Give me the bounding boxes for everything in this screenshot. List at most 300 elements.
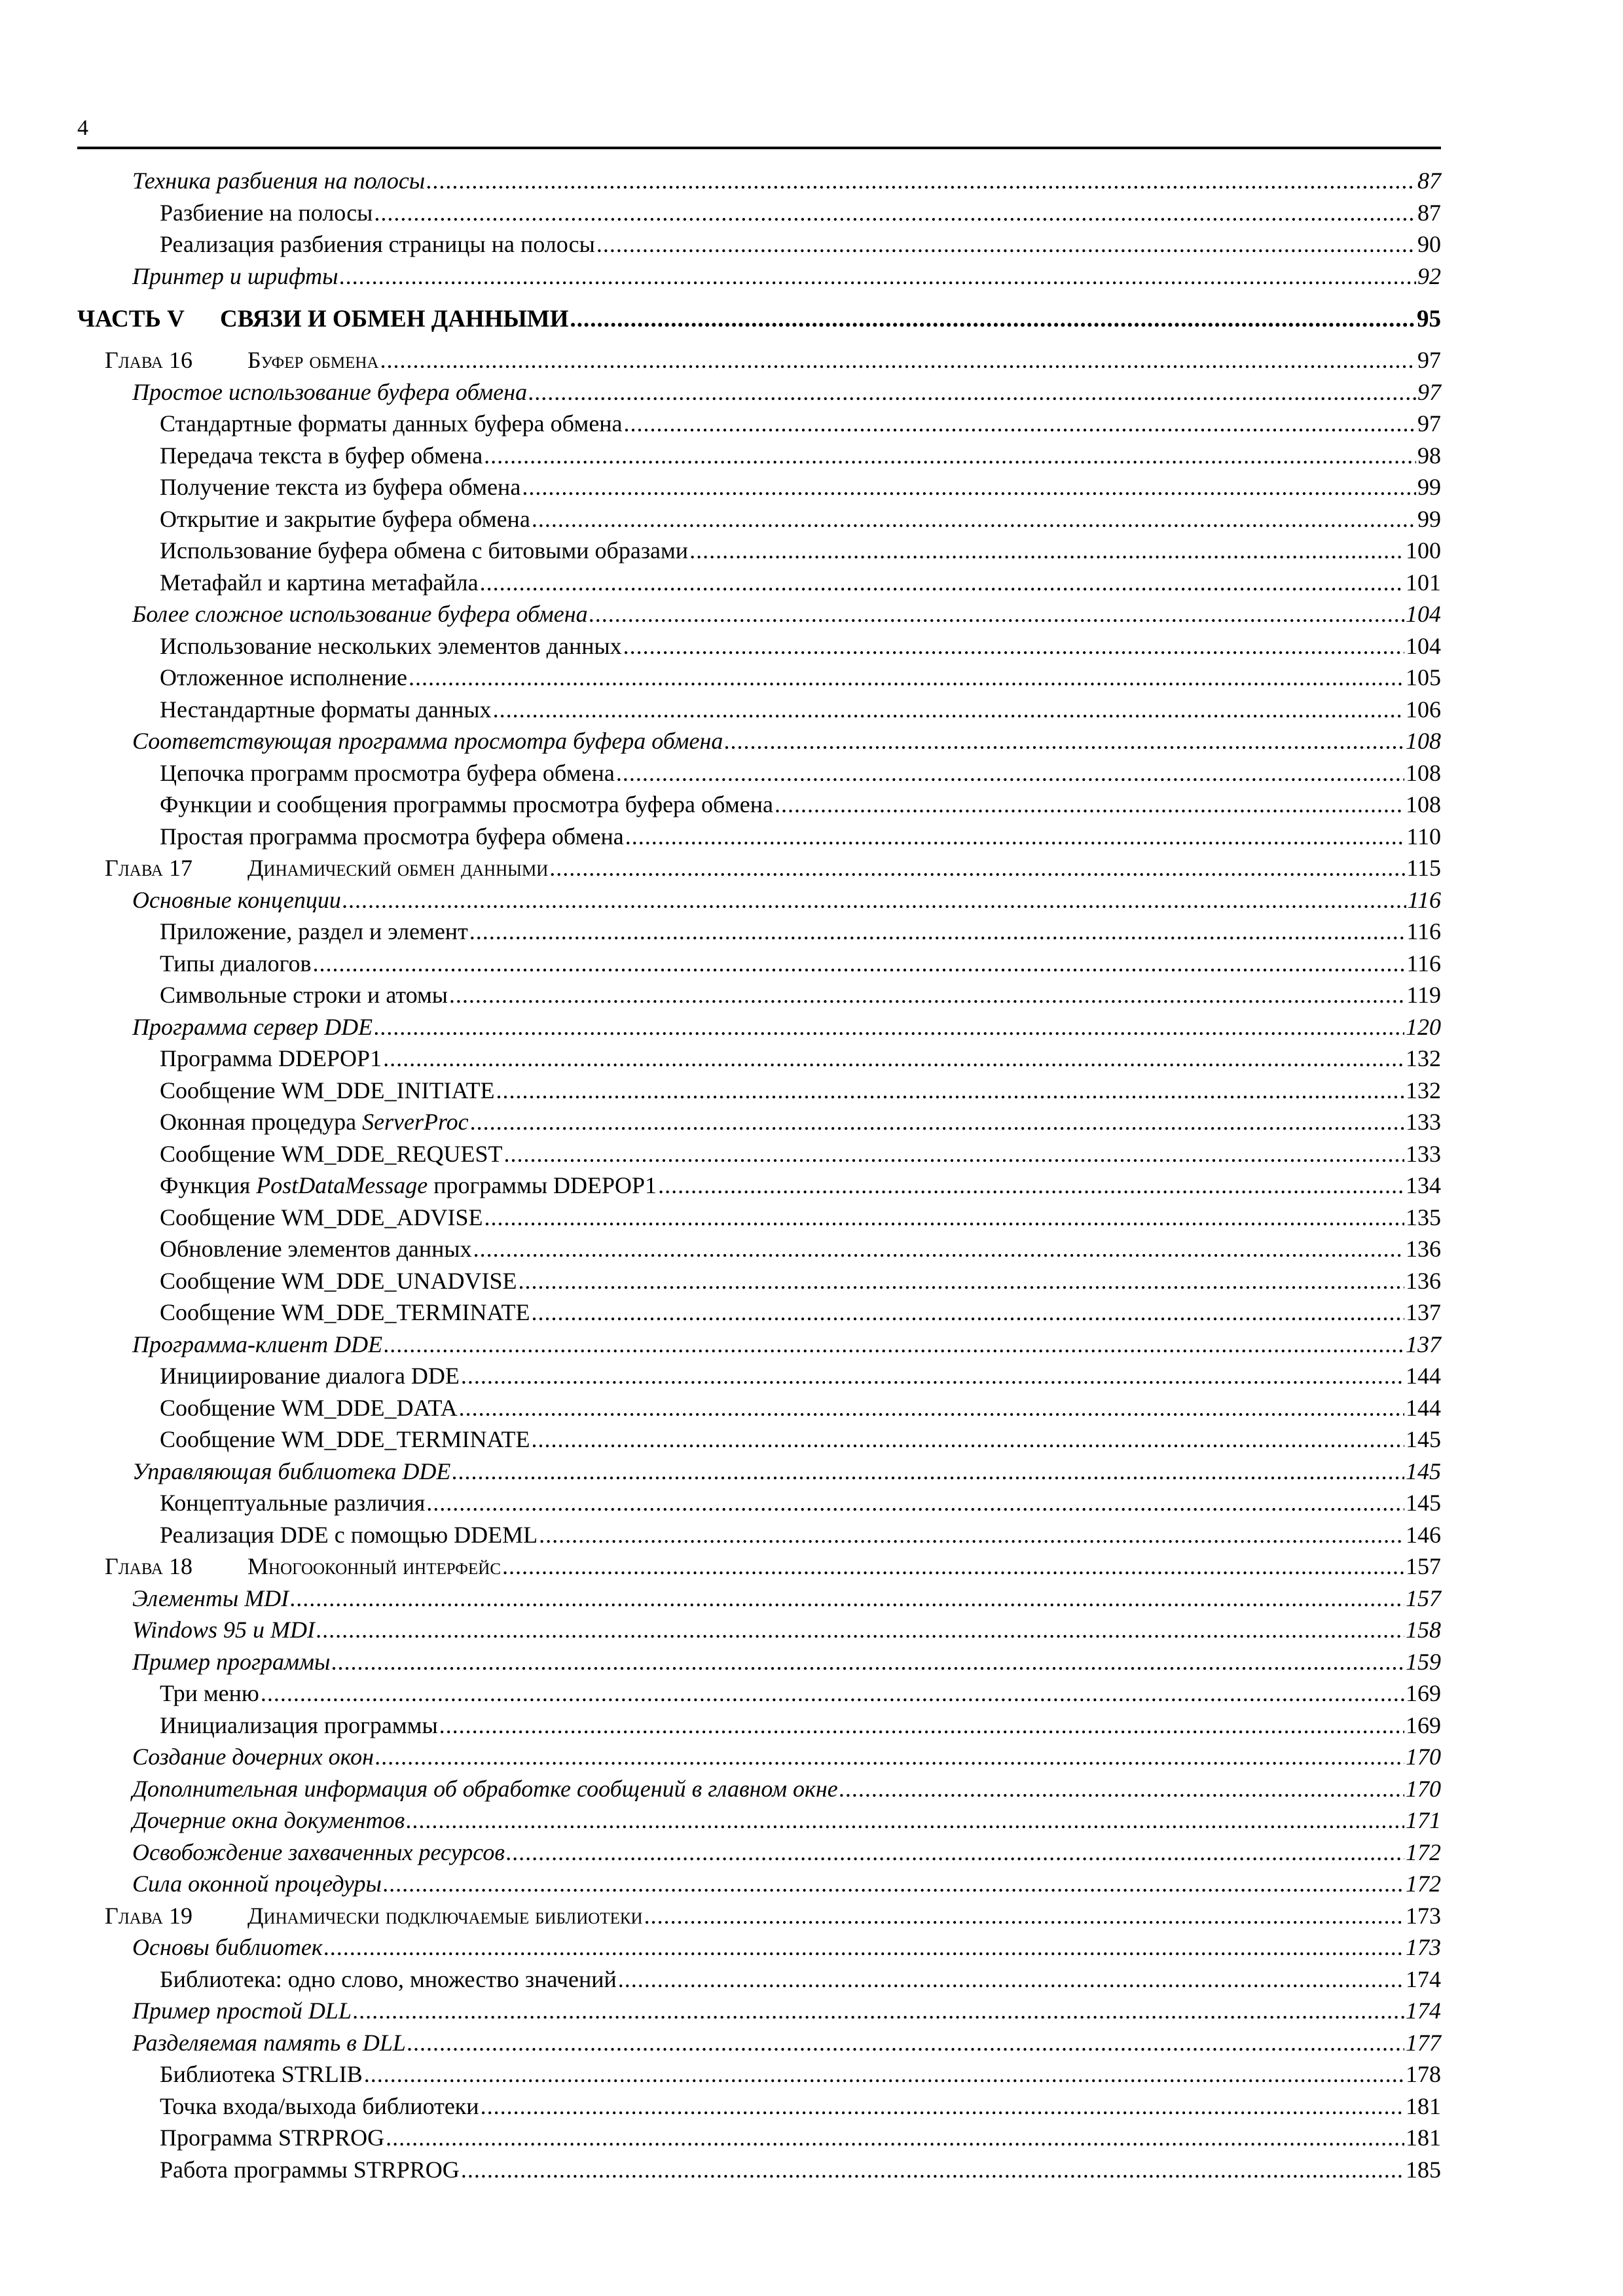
toc-entry-text: Программа STRPROG — [160, 2125, 385, 2151]
toc-entry-text: Сообщение WM_DDE_UNADVISE — [160, 1267, 517, 1294]
toc-entry-title — [160, 2058, 363, 2090]
dot-leader — [375, 1741, 1404, 1773]
toc-entry-title — [132, 165, 425, 197]
toc-entry-title — [160, 503, 530, 535]
toc-page-number: 97 — [1417, 410, 1441, 437]
toc-entry-title — [160, 1202, 483, 1234]
toc-entry-text: Метафайл и картина метафайла — [160, 569, 479, 596]
toc-entry-text: Создание дочерних окон — [132, 1744, 374, 1770]
dot-leader — [724, 725, 1404, 757]
toc-page-number: 108 — [1406, 759, 1441, 786]
toc-page-number: 106 — [1406, 696, 1441, 723]
toc-page-number: 99 — [1417, 505, 1441, 532]
toc-entry-text: Сообщение WM_DDE_TERMINATE — [160, 1299, 530, 1325]
toc-entry-title — [160, 1265, 517, 1297]
toc-entry-text: Техника разбиения на полосы — [132, 168, 426, 194]
toc-entry-title — [105, 344, 378, 376]
toc-entry-title — [160, 535, 688, 567]
toc-entry-text: Использование буфера обмена с битовыми образами — [160, 537, 689, 564]
toc-entry-title — [160, 567, 479, 599]
toc-subsection — [77, 1297, 1441, 1329]
toc-page-number: 97 — [1417, 347, 1441, 373]
toc-entry-text: Три меню — [160, 1680, 259, 1706]
toc-entry-title — [132, 1773, 838, 1805]
dot-leader — [383, 1868, 1404, 1900]
dot-leader — [407, 2027, 1404, 2059]
toc-entry-title — [160, 1043, 382, 1075]
toc-page-number: 97 — [1417, 378, 1441, 405]
toc-entry-title — [132, 1868, 382, 1900]
toc-subsection — [77, 197, 1441, 229]
toc-section — [77, 725, 1441, 757]
toc-entry-text: Стандартные форматы данных буфера обмена — [160, 410, 623, 437]
toc-entry-text: Инициирование диалога DDE — [160, 1363, 460, 1389]
toc-entry-title — [160, 979, 448, 1011]
toc-subsection — [77, 662, 1441, 694]
toc-entry-title — [160, 1360, 460, 1392]
toc-entry-title — [160, 1710, 438, 1742]
toc-section — [77, 1741, 1441, 1773]
toc-entry-title — [132, 376, 527, 408]
toc-entry-text: Оконная процедура — [160, 1109, 363, 1135]
toc-entry-title — [160, 408, 623, 440]
toc-entry-text: Пример программы — [132, 1648, 331, 1675]
toc-section — [77, 165, 1441, 197]
dot-leader — [473, 1233, 1404, 1265]
dot-leader — [775, 789, 1404, 821]
toc-entry-number: Глава 19 — [105, 1902, 192, 1929]
toc-entry-title — [160, 757, 615, 789]
toc-page-number: 132 — [1406, 1077, 1441, 1103]
toc-subsection — [77, 2090, 1441, 2123]
toc-page-number: 173 — [1406, 1902, 1441, 1929]
toc-page-number: 174 — [1406, 1965, 1441, 1992]
toc-section — [77, 1868, 1441, 1900]
toc-entry-title — [160, 1138, 503, 1170]
toc-entry-title — [160, 2090, 479, 2123]
toc-page-number: 120 — [1406, 1013, 1441, 1040]
toc-page-number: 132 — [1406, 1045, 1441, 1071]
toc-entry-text: Основные концепции — [132, 886, 341, 913]
toc-entry-title — [160, 1964, 617, 1996]
toc-entry-text: Инициализация программы — [160, 1712, 438, 1738]
toc-entry-title — [132, 1804, 405, 1837]
dot-leader — [506, 1837, 1404, 1869]
toc-entry-title — [160, 2122, 384, 2154]
toc-entry-number: Глава 18 — [105, 1553, 192, 1579]
toc-entry-text: Сообщение WM_DDE_TERMINATE — [160, 1426, 530, 1452]
toc-entry-emphasis: PostDataMessage — [256, 1172, 428, 1198]
toc-subsection — [77, 1170, 1441, 1202]
toc-entry-text: Реализация DDE с помощью DDEML — [160, 1521, 538, 1548]
toc-entry-title — [160, 630, 622, 662]
toc-page-number: 110 — [1406, 823, 1441, 850]
toc-section — [77, 1995, 1441, 2027]
dot-leader — [504, 1138, 1404, 1170]
toc-page-number: 116 — [1406, 918, 1441, 944]
toc-entry-title — [105, 1900, 643, 1932]
toc-page-number: 87 — [1417, 199, 1441, 226]
toc-subsection — [77, 567, 1441, 599]
dot-leader — [528, 376, 1416, 408]
dot-leader — [449, 979, 1405, 1011]
toc-chapter — [77, 1551, 1441, 1583]
toc-entry-title — [160, 821, 624, 853]
table-of-contents — [77, 165, 1441, 2185]
dot-leader — [480, 567, 1404, 599]
toc-page-number: 104 — [1406, 632, 1441, 659]
dot-leader — [313, 948, 1406, 980]
toc-page-number: 178 — [1406, 2061, 1441, 2087]
dot-leader — [383, 1043, 1404, 1075]
toc-entry-text: Обновление элементов данных — [160, 1236, 472, 1262]
toc-entry-text: Дочерние окна документов — [132, 1807, 405, 1833]
dot-leader — [496, 1075, 1404, 1107]
toc-subsection — [77, 757, 1441, 789]
toc-entry-text: Динамически подключаемые библиотеки — [247, 1902, 643, 1929]
toc-entry-emphasis: ServerProc — [362, 1109, 469, 1135]
toc-entry-text: Программа-клиент DDE — [132, 1331, 383, 1357]
toc-entry-title — [132, 260, 338, 293]
toc-entry-text: Сообщение WM_DDE_INITIATE — [160, 1077, 495, 1103]
toc-entry-text: Элементы MDI — [132, 1585, 289, 1611]
toc-subsection — [77, 1519, 1441, 1551]
toc-entry-text: Использование нескольких элементов данных — [160, 632, 622, 659]
toc-entry-number: ЧАСТЬ V — [77, 306, 185, 332]
toc-entry-title — [132, 598, 588, 630]
dot-leader — [364, 2058, 1404, 2090]
toc-entry-text: Функции и сообщения программы просмотра буфера обмена — [160, 791, 774, 817]
dot-leader — [689, 535, 1404, 567]
toc-page-number: 108 — [1406, 791, 1441, 817]
dot-leader — [374, 1011, 1404, 1043]
toc-entry-title — [132, 1741, 374, 1773]
toc-page-number: 171 — [1406, 1807, 1441, 1833]
toc-entry-title — [160, 197, 373, 229]
toc-page-number: 145 — [1406, 1426, 1441, 1452]
toc-entry-text: Освобождение захваченных ресурсов — [132, 1839, 505, 1865]
toc-section — [77, 260, 1441, 293]
toc-entry-title — [132, 1995, 352, 2027]
toc-subsection — [77, 228, 1441, 260]
toc-section — [77, 1773, 1441, 1805]
toc-section — [77, 1011, 1441, 1043]
toc-section — [77, 376, 1441, 408]
toc-subsection — [77, 1677, 1441, 1710]
toc-entry-title — [160, 1519, 538, 1551]
toc-page-number: 133 — [1406, 1109, 1441, 1135]
toc-subsection — [77, 694, 1441, 726]
toc-entry-text: Получение текста из буфера обмена — [160, 474, 521, 500]
dot-leader — [596, 228, 1416, 260]
toc-page-number: 135 — [1406, 1204, 1441, 1230]
toc-entry-text: Точка входа/выхода библиотеки — [160, 2092, 479, 2119]
dot-leader — [384, 1329, 1404, 1361]
toc-entry-title — [77, 298, 569, 340]
toc-page-number: 157 — [1406, 1585, 1441, 1611]
toc-page-number: 133 — [1406, 1140, 1441, 1167]
toc-entry-title — [160, 1677, 259, 1710]
dot-leader — [374, 197, 1416, 229]
dot-leader — [625, 821, 1406, 853]
dot-leader — [570, 298, 1415, 340]
toc-page-number: 116 — [1406, 950, 1441, 977]
toc-entry-text: Программа DDEPOP1 — [160, 1045, 382, 1071]
toc-entry-text: Более сложное использование буфера обмена — [132, 601, 588, 627]
toc-part — [77, 298, 1441, 340]
toc-subsection — [77, 1106, 1441, 1138]
dot-leader — [644, 1900, 1404, 1932]
dot-leader — [532, 1424, 1405, 1456]
toc-entry-text: Простая программа просмотра буфера обмена — [160, 823, 624, 850]
toc-entry-text: Отложенное исполнение — [160, 664, 407, 691]
toc-section — [77, 1583, 1441, 1615]
dot-leader — [261, 1677, 1404, 1710]
toc-entry-text: Концептуальные различия — [160, 1490, 426, 1516]
dot-leader — [406, 1804, 1404, 1837]
dot-leader — [519, 1265, 1404, 1297]
dot-leader — [452, 1456, 1404, 1488]
toc-chapter — [77, 344, 1441, 376]
toc-page-number: 137 — [1406, 1331, 1441, 1357]
toc-entry-text: Windows 95 и MDI — [132, 1617, 315, 1643]
toc-page-number: 172 — [1406, 1839, 1441, 1865]
dot-leader — [426, 165, 1416, 197]
toc-page-number: 101 — [1406, 569, 1441, 596]
toc-entry-title — [160, 1297, 530, 1329]
toc-entry-title — [160, 471, 520, 503]
dot-leader — [342, 884, 1406, 916]
toc-entry-text: Сообщение WM_DDE_DATA — [160, 1394, 458, 1421]
dot-leader — [316, 1614, 1404, 1646]
toc-subsection — [77, 1075, 1441, 1107]
toc-entry-title — [132, 1329, 382, 1361]
toc-page-number: 99 — [1417, 474, 1441, 500]
dot-leader — [484, 1202, 1404, 1234]
dot-leader — [461, 1360, 1404, 1392]
dot-leader — [469, 916, 1406, 948]
toc-subsection — [77, 1138, 1441, 1170]
toc-entry-text: Простое использование буфера обмена — [132, 378, 528, 405]
dot-leader — [624, 408, 1416, 440]
toc-entry-title — [132, 1456, 450, 1488]
toc-subsection — [77, 1964, 1441, 1996]
dot-leader — [522, 471, 1416, 503]
dot-leader — [339, 260, 1416, 293]
toc-page-number: 144 — [1406, 1363, 1441, 1389]
toc-entry-text: Буфер обмена — [247, 347, 379, 373]
toc-entry-title — [132, 1583, 289, 1615]
toc-subsection — [77, 503, 1441, 535]
toc-entry-text: Динамический обмен данными — [247, 855, 549, 881]
toc-entry-text: Цепочка программ просмотра буфера обмена — [160, 759, 615, 786]
toc-entry-title — [132, 1931, 323, 1964]
toc-entry-text: Многооконный интерфейс — [247, 1553, 501, 1579]
toc-subsection — [77, 1265, 1441, 1297]
toc-page-number: 136 — [1406, 1236, 1441, 1262]
toc-page-number: 98 — [1417, 442, 1441, 469]
toc-page-number: 100 — [1406, 537, 1441, 564]
dot-leader — [484, 440, 1416, 472]
dot-leader — [459, 1392, 1404, 1424]
toc-subsection — [77, 948, 1441, 980]
toc-entry-title — [160, 1424, 530, 1456]
toc-page-number: 137 — [1406, 1299, 1441, 1325]
toc-page-number: 169 — [1406, 1712, 1441, 1738]
page-number: 4 — [77, 116, 88, 140]
dot-leader — [532, 503, 1416, 535]
toc-entry-text: Библиотека: одно слово, множество значений — [160, 1965, 617, 1992]
toc-page-number: 145 — [1406, 1458, 1441, 1484]
toc-section — [77, 598, 1441, 630]
dot-leader — [539, 1519, 1404, 1551]
toc-subsection — [77, 789, 1441, 821]
toc-entry-title — [160, 1487, 425, 1519]
toc-entry-title — [160, 916, 468, 948]
toc-section — [77, 2027, 1441, 2059]
toc-entry-title — [160, 948, 312, 980]
toc-subsection — [77, 630, 1441, 662]
toc-page-number: 173 — [1406, 1934, 1441, 1960]
toc-entry-text-after: программы DDEPOP1 — [428, 1172, 657, 1198]
dot-leader — [549, 852, 1405, 884]
toc-page-number: 185 — [1406, 2156, 1441, 2183]
toc-subsection — [77, 1233, 1441, 1265]
toc-section — [77, 1456, 1441, 1488]
toc-entry-title — [160, 228, 595, 260]
toc-page-number: 181 — [1406, 2125, 1441, 2151]
toc-subsection — [77, 1043, 1441, 1075]
toc-entry-text: Функция — [160, 1172, 257, 1198]
toc-page-number: 177 — [1406, 2029, 1441, 2056]
dot-leader — [331, 1646, 1404, 1678]
dot-leader — [839, 1773, 1404, 1805]
toc-subsection — [77, 979, 1441, 1011]
toc-entry-title — [132, 884, 341, 916]
toc-subsection — [77, 2058, 1441, 2090]
dot-leader — [324, 1931, 1404, 1964]
toc-section — [77, 1646, 1441, 1678]
toc-entry-text: СВЯЗИ И ОБМЕН ДАННЫМИ — [220, 306, 569, 332]
toc-entry-text: Пример простой DLL — [132, 1998, 352, 2024]
toc-entry-text: Реализация разбиения страницы на полосы — [160, 231, 595, 257]
dot-leader — [461, 2154, 1404, 2186]
toc-page-number: 119 — [1406, 982, 1441, 1008]
toc-entry-number: Глава 17 — [105, 855, 192, 881]
toc-section — [77, 884, 1441, 916]
toc-section — [77, 1931, 1441, 1964]
dot-leader — [589, 598, 1404, 630]
toc-subsection — [77, 471, 1441, 503]
toc-subsection — [77, 535, 1441, 567]
dot-leader — [386, 2122, 1404, 2154]
toc-page-number: 136 — [1406, 1267, 1441, 1294]
toc-entry-text: Нестандартные форматы данных — [160, 696, 492, 723]
toc-page-number: 159 — [1406, 1648, 1441, 1675]
toc-entry-text: Программа сервер DDE — [132, 1013, 373, 1040]
toc-page-number: 95 — [1417, 306, 1441, 332]
toc-entry-text: Библиотека STRLIB — [160, 2061, 363, 2087]
toc-page-number: 116 — [1407, 886, 1441, 913]
toc-page-number: 108 — [1406, 728, 1441, 754]
toc-subsection — [77, 1360, 1441, 1392]
dot-leader — [658, 1170, 1404, 1202]
toc-section — [77, 1837, 1441, 1869]
toc-entry-title — [132, 1837, 505, 1869]
dot-leader — [409, 662, 1404, 694]
dot-leader — [439, 1710, 1404, 1742]
toc-subsection — [77, 1710, 1441, 1742]
toc-page-number: 169 — [1406, 1680, 1441, 1706]
toc-subsection — [77, 916, 1441, 948]
toc-entry-title — [132, 2027, 406, 2059]
dot-leader — [502, 1551, 1404, 1583]
toc-entry-text: Принтер и шрифты — [132, 262, 338, 289]
dot-leader — [616, 757, 1404, 789]
toc-page-number: 92 — [1417, 262, 1441, 289]
toc-entry-title — [160, 1170, 657, 1202]
toc-page-number: 170 — [1406, 1775, 1441, 1802]
toc-entry-text: Разделяемая память в DLL — [132, 2029, 406, 2056]
toc-entry-title — [160, 2154, 460, 2186]
toc-page-number: 170 — [1406, 1744, 1441, 1770]
toc-subsection — [77, 408, 1441, 440]
toc-page-number: 181 — [1406, 2092, 1441, 2119]
toc-entry-text: Открытие и закрытие буфера обмена — [160, 505, 530, 532]
toc-subsection — [77, 2154, 1441, 2186]
toc-entry-text: Управляющая библиотека DDE — [132, 1458, 451, 1484]
toc-page-number: 145 — [1406, 1490, 1441, 1516]
toc-subsection — [77, 1202, 1441, 1234]
dot-leader — [493, 694, 1404, 726]
toc-entry-number: Глава 16 — [105, 347, 192, 373]
toc-subsection — [77, 821, 1441, 853]
toc-chapter — [77, 852, 1441, 884]
toc-entry-title — [160, 789, 773, 821]
toc-entry-title — [105, 852, 548, 884]
toc-page-number: 144 — [1406, 1394, 1441, 1421]
toc-page-number: 146 — [1406, 1521, 1441, 1548]
toc-entry-text: Сообщение WM_DDE_REQUEST — [160, 1140, 503, 1167]
toc-entry-title — [132, 1646, 330, 1678]
dot-leader — [380, 344, 1416, 376]
toc-section — [77, 1614, 1441, 1646]
toc-chapter — [77, 1900, 1441, 1932]
toc-page-number: 105 — [1406, 664, 1441, 691]
toc-page-number: 134 — [1406, 1172, 1441, 1198]
toc-entry-text: Работа программы STRPROG — [160, 2156, 460, 2183]
toc-page-number: 104 — [1406, 601, 1441, 627]
toc-section — [77, 1329, 1441, 1361]
toc-entry-title — [160, 694, 492, 726]
toc-entry-title — [160, 1075, 494, 1107]
toc-entry-title — [160, 440, 483, 472]
toc-entry-text: Типы диалогов — [160, 950, 312, 977]
toc-entry-text: Соответствующая программа просмотра буфера обмена — [132, 728, 723, 754]
dot-leader — [290, 1583, 1404, 1615]
header-rule — [77, 147, 1441, 149]
dot-leader — [618, 1964, 1404, 1996]
toc-page-number: 158 — [1406, 1617, 1441, 1643]
toc-subsection — [77, 2122, 1441, 2154]
toc-entry-title — [132, 725, 723, 757]
toc-page-number: 90 — [1417, 231, 1441, 257]
toc-page-number: 115 — [1406, 855, 1441, 881]
toc-section — [77, 1804, 1441, 1837]
dot-leader — [353, 1995, 1404, 2027]
toc-entry-text: Дополнительная информация об обработке сообщений в главном окне — [132, 1775, 838, 1802]
toc-subsection — [77, 440, 1441, 472]
